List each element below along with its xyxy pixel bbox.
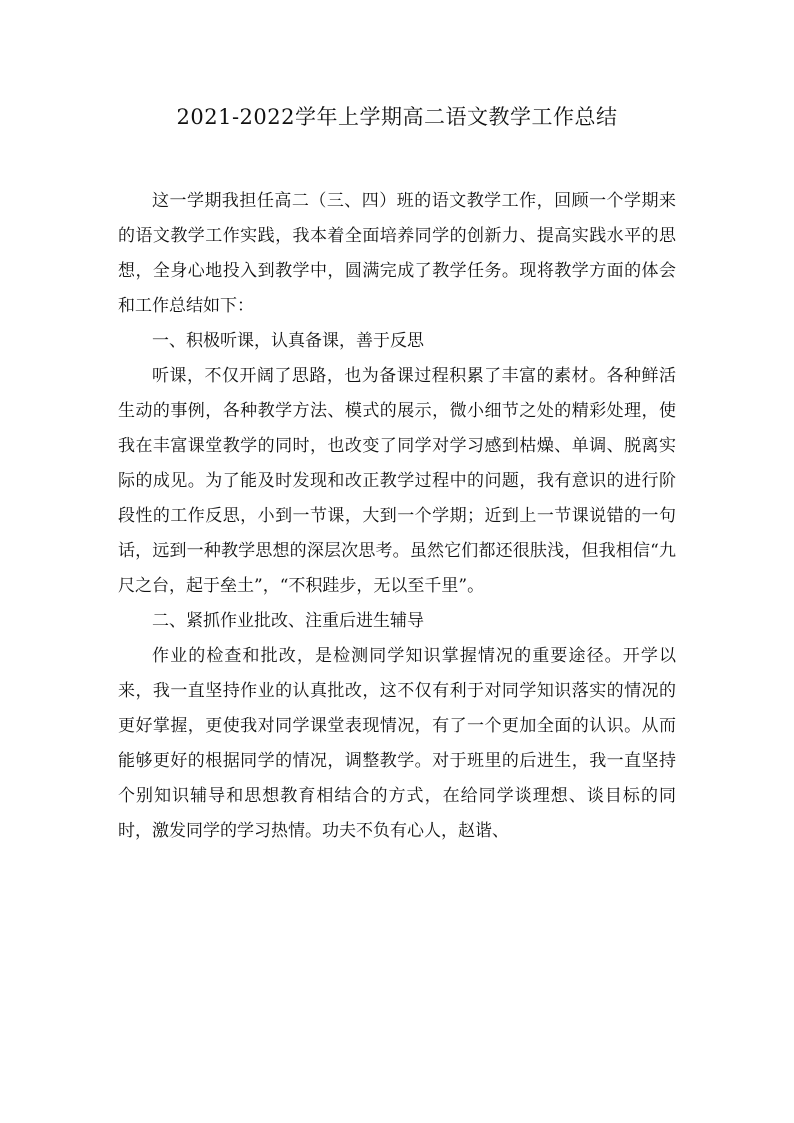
section-2-paragraph: 作业的检查和批改，是检测同学知识掌握情况的重要途径。开学以来，我一直坚持作业的认真批改，这不仅有利于对同学知识落实的情况的更好掌握，更使我对同学课堂表现情况，有了一个更加全面的认识。从而能够更好的根据同学的情况，调整教学。对于班里的后进生，我一直坚持个别知识辅导和思想教育相结合的方式，在给同学谈理想、谈目标的同时，激发同学的学习热情。功夫不负有心人，赵谐、 [118, 646, 676, 841]
intro-paragraph: 这一学期我担任高二（三、四）班的语文教学工作，回顾一个学期来的语文教学工作实践，我本着全面培养同学的创新力、提高实践水平的思想，全身心地投入到教学中，圆满完成了教学任务。现将教学方面的体会和工作总结如下： [118, 191, 676, 316]
section-heading-2: 二、紧抓作业批改、注重后进生辅导 [152, 611, 424, 631]
document-title: 2021-2022学年上学期高二语文教学工作总结 [176, 105, 618, 129]
section-1-paragraph: 听课，不仅开阔了思路，也为备课过程积累了丰富的素材。各种鲜活生动的事例，各种教学方法、模式的展示，微小细节之处的精彩处理，使我在丰富课堂教学的同时，也改变了同学对学习感到枯燥、单调、脱离实际的成见。为了能及时发现和改正教学过程中的问题，我有意识的进行阶段性的工作反思，小到一节课，大到一个学期；近到上一节课说错的一句话，远到一种教学思想的深层次思考。虽然它们都还很肤浅，但我相信“九尺之台，起于垒土”，“不积跬步，无以至千里”。 [118, 366, 676, 596]
section-heading-1: 一、积极听课，认真备课，善于反思 [152, 331, 424, 351]
document-body [118, 184, 676, 849]
